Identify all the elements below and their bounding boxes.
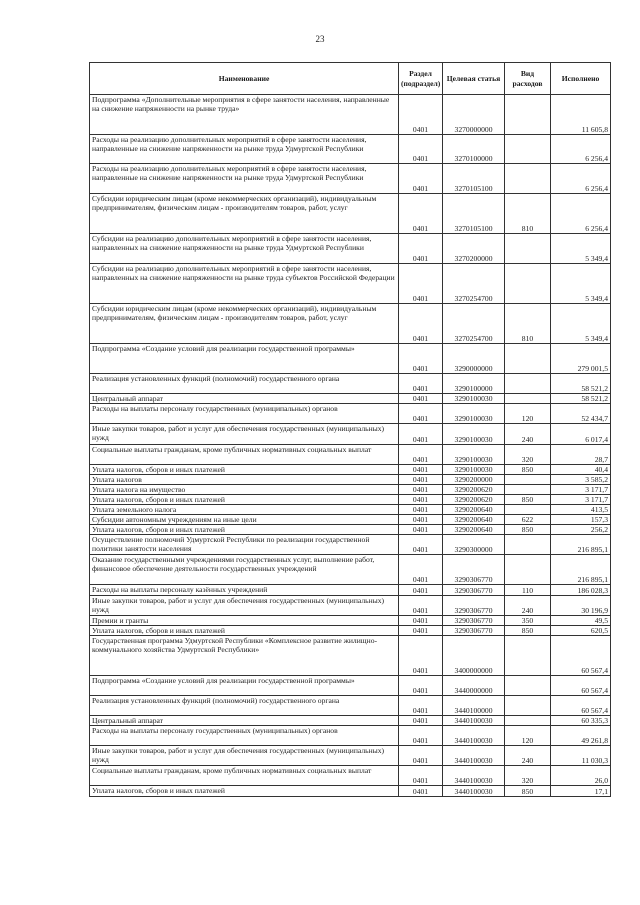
cell-type bbox=[505, 505, 551, 515]
cell-section: 0401 bbox=[399, 505, 443, 515]
cell-target: 3270105100 bbox=[443, 194, 505, 234]
cell-type: 120 bbox=[505, 404, 551, 424]
cell-target: 3290200620 bbox=[443, 495, 505, 505]
cell-type: 622 bbox=[505, 515, 551, 525]
cell-type: 350 bbox=[505, 616, 551, 626]
cell-amount: 5 349,4 bbox=[551, 264, 611, 304]
cell-type: 810 bbox=[505, 194, 551, 234]
column-header-amount: Исполнено bbox=[551, 63, 611, 95]
cell-target: 3270105100 bbox=[443, 164, 505, 194]
cell-section: 0401 bbox=[399, 135, 443, 164]
cell-section: 0401 bbox=[399, 716, 443, 726]
cell-section: 0401 bbox=[399, 535, 443, 555]
cell-name: Уплата налогов, сборов и иных платежей bbox=[90, 495, 399, 505]
cell-type: 240 bbox=[505, 424, 551, 445]
table-row bbox=[90, 585, 611, 596]
cell-name: Расходы на выплаты персоналу государственных (муниципальных) органов bbox=[90, 404, 399, 424]
cell-amount: 6 256,4 bbox=[551, 194, 611, 234]
cell-target: 3270254700 bbox=[443, 304, 505, 344]
cell-section: 0401 bbox=[399, 234, 443, 264]
cell-type: 850 bbox=[505, 495, 551, 505]
cell-name: Уплата налогов, сборов и иных платежей bbox=[90, 465, 399, 475]
cell-amount: 620,5 bbox=[551, 626, 611, 636]
cell-target: 3290100030 bbox=[443, 424, 505, 445]
cell-name: Подпрограмма «Создание условий для реализации государственной программы» bbox=[90, 344, 399, 374]
cell-type: 320 bbox=[505, 445, 551, 465]
cell-amount: 256,2 bbox=[551, 525, 611, 535]
cell-amount: 40,4 bbox=[551, 465, 611, 475]
table-row bbox=[90, 374, 611, 394]
table-row bbox=[90, 676, 611, 696]
cell-target: 3290306770 bbox=[443, 555, 505, 585]
table-row bbox=[90, 616, 611, 626]
cell-amount: 3 585,2 bbox=[551, 475, 611, 485]
cell-type: 850 bbox=[505, 525, 551, 535]
cell-type: 810 bbox=[505, 304, 551, 344]
table-row bbox=[90, 135, 611, 164]
cell-section: 0401 bbox=[399, 616, 443, 626]
cell-section: 0401 bbox=[399, 264, 443, 304]
column-header-name: Наименование bbox=[90, 63, 399, 95]
cell-target: 3290100030 bbox=[443, 445, 505, 465]
cell-type bbox=[505, 535, 551, 555]
cell-amount: 11 605,8 bbox=[551, 95, 611, 135]
cell-amount: 30 196,9 bbox=[551, 596, 611, 616]
cell-section: 0401 bbox=[399, 525, 443, 535]
table-row bbox=[90, 234, 611, 264]
cell-name: Социальные выплаты гражданам, кроме публичных нормативных социальных выплат bbox=[90, 445, 399, 465]
cell-target: 3290306770 bbox=[443, 616, 505, 626]
cell-type bbox=[505, 164, 551, 194]
cell-type bbox=[505, 95, 551, 135]
cell-amount: 157,3 bbox=[551, 515, 611, 525]
cell-name: Премии и гранты bbox=[90, 616, 399, 626]
cell-type: 320 bbox=[505, 766, 551, 786]
cell-amount: 216 895,1 bbox=[551, 535, 611, 555]
table-row bbox=[90, 555, 611, 585]
cell-section: 0401 bbox=[399, 726, 443, 746]
cell-section: 0401 bbox=[399, 495, 443, 505]
cell-section: 0401 bbox=[399, 696, 443, 716]
cell-name: Уплата налогов, сборов и иных платежей bbox=[90, 786, 399, 797]
table-row bbox=[90, 626, 611, 636]
cell-section: 0401 bbox=[399, 404, 443, 424]
cell-section: 0401 bbox=[399, 485, 443, 495]
cell-target: 3290306770 bbox=[443, 596, 505, 616]
cell-target: 3290200640 bbox=[443, 515, 505, 525]
cell-amount: 11 030,3 bbox=[551, 746, 611, 766]
cell-name: Подпрограмма «Создание условий для реализации государственной программы» bbox=[90, 676, 399, 696]
cell-type: 240 bbox=[505, 746, 551, 766]
table-row bbox=[90, 475, 611, 485]
cell-amount: 60 567,4 bbox=[551, 636, 611, 676]
cell-section: 0401 bbox=[399, 374, 443, 394]
cell-type: 240 bbox=[505, 596, 551, 616]
cell-target: 3440100030 bbox=[443, 746, 505, 766]
table-row bbox=[90, 465, 611, 475]
cell-target: 3440000000 bbox=[443, 676, 505, 696]
cell-name: Иные закупки товаров, работ и услуг для обеспечения государственных (муниципальных) нужд bbox=[90, 596, 399, 616]
cell-target: 3270100000 bbox=[443, 135, 505, 164]
cell-target: 3290300000 bbox=[443, 535, 505, 555]
cell-name: Уплата налогов, сборов и иных платежей bbox=[90, 626, 399, 636]
cell-section: 0401 bbox=[399, 394, 443, 404]
cell-target: 3270000000 bbox=[443, 95, 505, 135]
cell-amount: 28,7 bbox=[551, 445, 611, 465]
cell-name: Государственная программа Удмуртской Республики «Комплексное развитие жилищно-коммунального хозяйства Удмуртской Республики» bbox=[90, 636, 399, 676]
cell-amount: 60 567,4 bbox=[551, 696, 611, 716]
table-row bbox=[90, 495, 611, 505]
cell-name: Уплата налога на имущество bbox=[90, 485, 399, 495]
cell-name: Расходы на выплаты персоналу государственных (муниципальных) органов bbox=[90, 726, 399, 746]
cell-amount: 216 895,1 bbox=[551, 555, 611, 585]
cell-type bbox=[505, 696, 551, 716]
cell-amount: 3 171,7 bbox=[551, 485, 611, 495]
cell-amount: 5 349,4 bbox=[551, 304, 611, 344]
column-header-type: Вид расходов bbox=[505, 63, 551, 95]
cell-type bbox=[505, 716, 551, 726]
cell-target: 3290100000 bbox=[443, 374, 505, 394]
cell-section: 0401 bbox=[399, 515, 443, 525]
cell-amount: 186 028,3 bbox=[551, 585, 611, 596]
cell-target: 3440100000 bbox=[443, 696, 505, 716]
cell-amount: 49 261,8 bbox=[551, 726, 611, 746]
cell-target: 3290100030 bbox=[443, 394, 505, 404]
cell-type bbox=[505, 394, 551, 404]
cell-amount: 60 335,3 bbox=[551, 716, 611, 726]
table-row bbox=[90, 596, 611, 616]
cell-name: Уплата налогов, сборов и иных платежей bbox=[90, 525, 399, 535]
cell-section: 0401 bbox=[399, 164, 443, 194]
expenditure-table bbox=[89, 62, 611, 797]
cell-type: 120 bbox=[505, 726, 551, 746]
table-row bbox=[90, 535, 611, 555]
cell-name: Уплата налогов bbox=[90, 475, 399, 485]
cell-amount: 52 434,7 bbox=[551, 404, 611, 424]
page-number: 23 bbox=[315, 34, 325, 44]
cell-target: 3440100030 bbox=[443, 766, 505, 786]
cell-section: 0401 bbox=[399, 766, 443, 786]
table-row bbox=[90, 485, 611, 495]
cell-section: 0401 bbox=[399, 344, 443, 374]
cell-target: 3440100030 bbox=[443, 716, 505, 726]
cell-type bbox=[505, 555, 551, 585]
table-row bbox=[90, 394, 611, 404]
column-header-section: Раздел (подраздел) bbox=[399, 63, 443, 95]
table-row bbox=[90, 716, 611, 726]
cell-type bbox=[505, 135, 551, 164]
cell-type bbox=[505, 344, 551, 374]
cell-target: 3290200640 bbox=[443, 525, 505, 535]
cell-amount: 413,5 bbox=[551, 505, 611, 515]
cell-amount: 6 017,4 bbox=[551, 424, 611, 445]
table-row bbox=[90, 404, 611, 424]
table-row bbox=[90, 746, 611, 766]
cell-section: 0401 bbox=[399, 304, 443, 344]
cell-section: 0401 bbox=[399, 786, 443, 797]
table-row bbox=[90, 636, 611, 676]
cell-type bbox=[505, 264, 551, 304]
cell-section: 0401 bbox=[399, 626, 443, 636]
cell-section: 0401 bbox=[399, 555, 443, 585]
cell-section: 0401 bbox=[399, 676, 443, 696]
cell-name: Оказание государственными учреждениями государственных услуг, выполнение работ, финансовое обеспечение деятельности государственных учреждений bbox=[90, 555, 399, 585]
cell-type: 850 bbox=[505, 626, 551, 636]
cell-type: 850 bbox=[505, 786, 551, 797]
cell-amount: 17,1 bbox=[551, 786, 611, 797]
cell-section: 0401 bbox=[399, 636, 443, 676]
table-row bbox=[90, 726, 611, 746]
cell-amount: 58 521,2 bbox=[551, 374, 611, 394]
cell-section: 0401 bbox=[399, 95, 443, 135]
table-row bbox=[90, 525, 611, 535]
cell-target: 3290200620 bbox=[443, 485, 505, 495]
cell-type: 850 bbox=[505, 465, 551, 475]
cell-type bbox=[505, 374, 551, 394]
cell-amount: 26,0 bbox=[551, 766, 611, 786]
table-row bbox=[90, 445, 611, 465]
cell-name: Субсидии на реализацию дополнительных мероприятий в сфере занятости населения, направленных на снижение напряженности на рынке труда Удмуртской Республики bbox=[90, 234, 399, 264]
cell-target: 3290306770 bbox=[443, 585, 505, 596]
cell-type bbox=[505, 475, 551, 485]
cell-target: 3290100030 bbox=[443, 465, 505, 475]
cell-target: 3290000000 bbox=[443, 344, 505, 374]
cell-target: 3400000000 bbox=[443, 636, 505, 676]
cell-type bbox=[505, 676, 551, 696]
table-row bbox=[90, 505, 611, 515]
cell-name: Реализация установленных функций (полномочий) государственного органа bbox=[90, 696, 399, 716]
cell-name: Субсидии автономным учреждениям на иные цели bbox=[90, 515, 399, 525]
cell-name: Уплата земельного налога bbox=[90, 505, 399, 515]
cell-name: Расходы на реализацию дополнительных мероприятий в сфере занятости населения, направленные на снижение напряженности на рынке труда Удмуртской Республики bbox=[90, 135, 399, 164]
cell-name: Осуществление полномочий Удмуртской Республики по реализации государственной политики занятости населения bbox=[90, 535, 399, 555]
table-row bbox=[90, 194, 611, 234]
cell-name: Иные закупки товаров, работ и услуг для обеспечения государственных (муниципальных) нужд bbox=[90, 746, 399, 766]
cell-target: 3440100030 bbox=[443, 786, 505, 797]
cell-type: 110 bbox=[505, 585, 551, 596]
cell-amount: 279 001,5 bbox=[551, 344, 611, 374]
cell-section: 0401 bbox=[399, 424, 443, 445]
cell-amount: 6 256,4 bbox=[551, 135, 611, 164]
cell-name: Реализация установленных функций (полномочий) государственного органа bbox=[90, 374, 399, 394]
cell-amount: 5 349,4 bbox=[551, 234, 611, 264]
cell-target: 3270200000 bbox=[443, 234, 505, 264]
cell-target: 3290200000 bbox=[443, 475, 505, 485]
cell-name: Расходы на реализацию дополнительных мероприятий в сфере занятости населения, направленные на снижение напряженности на рынке труда Удмуртской Республики bbox=[90, 164, 399, 194]
table-row bbox=[90, 344, 611, 374]
table-row bbox=[90, 164, 611, 194]
cell-name: Центральный аппарат bbox=[90, 716, 399, 726]
cell-target: 3290200640 bbox=[443, 505, 505, 515]
cell-section: 0401 bbox=[399, 194, 443, 234]
cell-name: Расходы на выплаты персоналу казённых учреждений bbox=[90, 585, 399, 596]
cell-name: Иные закупки товаров, работ и услуг для обеспечения государственных (муниципальных) нужд bbox=[90, 424, 399, 445]
cell-target: 3290306770 bbox=[443, 626, 505, 636]
cell-section: 0401 bbox=[399, 585, 443, 596]
table-row bbox=[90, 515, 611, 525]
cell-amount: 60 567,4 bbox=[551, 676, 611, 696]
cell-section: 0401 bbox=[399, 465, 443, 475]
cell-type bbox=[505, 636, 551, 676]
cell-section: 0401 bbox=[399, 475, 443, 485]
table-row bbox=[90, 696, 611, 716]
cell-name: Субсидии юридическим лицам (кроме некоммерческих организаций), индивидуальным предпринимателям, физическим лицам - производителям товаров, работ, услуг bbox=[90, 194, 399, 234]
cell-amount: 58 521,2 bbox=[551, 394, 611, 404]
cell-type bbox=[505, 234, 551, 264]
cell-target: 3440100030 bbox=[443, 726, 505, 746]
table-row bbox=[90, 786, 611, 797]
cell-name: Подпрограмма «Дополнительные мероприятия в сфере занятости населения, направленные на снижение напряженности на рынке труда» bbox=[90, 95, 399, 135]
cell-name: Центральный аппарат bbox=[90, 394, 399, 404]
cell-section: 0401 bbox=[399, 746, 443, 766]
cell-type bbox=[505, 485, 551, 495]
table-header-row bbox=[90, 63, 611, 95]
cell-amount: 6 256,4 bbox=[551, 164, 611, 194]
table-row bbox=[90, 264, 611, 304]
cell-name: Субсидии юридическим лицам (кроме некоммерческих организаций), индивидуальным предпринимателям, физическим лицам - производителям товаров, работ, услуг bbox=[90, 304, 399, 344]
table-row bbox=[90, 424, 611, 445]
column-header-target: Целевая статья bbox=[443, 63, 505, 95]
cell-section: 0401 bbox=[399, 445, 443, 465]
cell-name: Субсидии на реализацию дополнительных мероприятий в сфере занятости населения, направленных на снижение напряженности на рынке труда субъектов Российской Федерации bbox=[90, 264, 399, 304]
table-row bbox=[90, 95, 611, 135]
cell-amount: 3 171,7 bbox=[551, 495, 611, 505]
table-row bbox=[90, 304, 611, 344]
table-row bbox=[90, 766, 611, 786]
cell-target: 3290100030 bbox=[443, 404, 505, 424]
cell-name: Социальные выплаты гражданам, кроме публичных нормативных социальных выплат bbox=[90, 766, 399, 786]
cell-amount: 49,5 bbox=[551, 616, 611, 626]
cell-section: 0401 bbox=[399, 596, 443, 616]
cell-target: 3270254700 bbox=[443, 264, 505, 304]
